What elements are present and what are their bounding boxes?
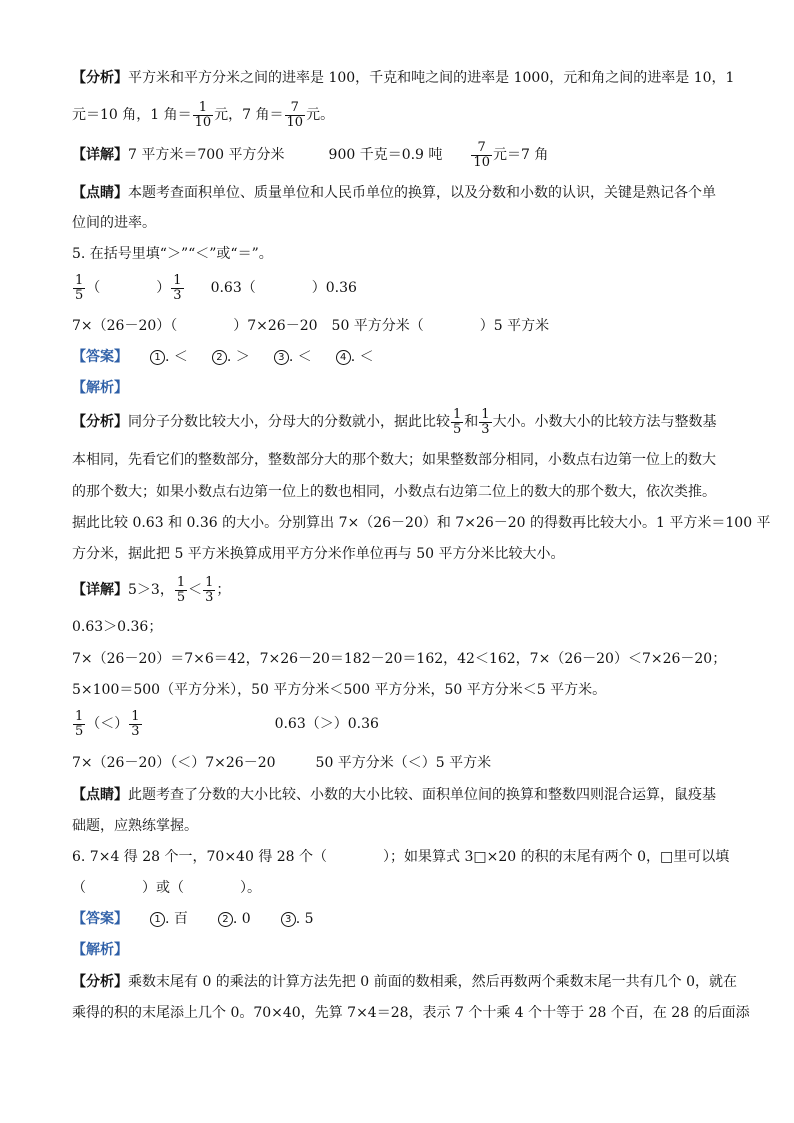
- fraction: $\frac{1}{10}$: [194, 99, 212, 130]
- jiexi-tag: 【解析】: [72, 942, 128, 958]
- answer-tag: 【答案】: [72, 349, 128, 365]
- q6-analysis-line-2: 乘得的积的末尾添上几个 0。70×40，先算 7×4＝28，表示 7 个十乘 4 个十等于 28 个百，在 28 的后面添: [72, 1005, 750, 1021]
- q4-analysis-text-2c: 元。: [306, 107, 335, 123]
- q4-analysis-line-1: [72, 68, 734, 88]
- q5-detail-line-2: 0.63＞0.36；: [72, 619, 163, 635]
- q6-answer-line: [72, 909, 314, 929]
- answer-item: 2 . 0: [218, 911, 251, 927]
- answer-item: 3 . ＜: [274, 349, 312, 365]
- q4-detail-part-3: 元＝7 角: [492, 147, 549, 163]
- comment-tag: 【点睛】: [72, 185, 128, 201]
- q5-comment-line-1: 【点睛】此题考查了分数的大小比较、小数的大小比较、面积单位间的换算和整数四则混合运算，鼠疫基: [72, 787, 716, 803]
- fraction: $\frac{1}{5}$: [176, 574, 186, 605]
- fraction: $\frac{1}{3}$: [481, 406, 490, 437]
- q5-comment-line-2: 础题，应熟练掌握。: [72, 818, 198, 834]
- analysis-tag: 【分析】: [72, 70, 128, 86]
- q5-row-1: [72, 270, 357, 306]
- q5-detail-line-4: 5×100＝500（平方分米），50 平方分米＜500 平方分米，50 平方分米＜5 平方米。: [72, 682, 607, 698]
- q4-analysis-text-2a: 元＝10 角，1 角＝: [72, 107, 192, 123]
- q4-analysis-text-2b: 元，7 角＝: [214, 107, 284, 123]
- q5-analysis-line-5: 方分米，据此把 5 平方米换算成用平方分米作单位再与 50 平方分米比较大小。: [72, 546, 565, 562]
- fraction: $\frac{1}{5}$: [75, 708, 84, 739]
- detail-tag: 【详解】: [72, 147, 128, 163]
- q5-blank-1: （ ）: [86, 280, 171, 296]
- q5-question: 5. 在括号里填“＞”“＜”或“＝”。: [72, 246, 273, 262]
- fraction: $\frac{1}{5}$: [453, 406, 462, 437]
- fraction: $\frac{1}{3}$: [173, 272, 182, 303]
- q5-detail-line-1: 【详解】5＞3， $\frac{1}{5}$ ＜ $\frac{1}{3}$ ；: [72, 574, 231, 605]
- fraction: $\frac{7}{10}$: [473, 139, 490, 170]
- q4-analysis-line-2: [72, 98, 334, 132]
- q4-analysis-text-1: 平方米和平方分米之间的进率是 100，千克和吨之间的进率是 1000，元和角之间的进率是 10，1: [128, 70, 735, 86]
- q4-detail-line: [72, 138, 548, 172]
- answer-item: 4 . ＜: [336, 349, 374, 365]
- analysis-tag: 【分析】: [72, 974, 128, 990]
- analysis-tag: 【分析】: [72, 414, 128, 430]
- q6-question-line-1: 6. 7×4 得 28 个一，70×40 得 28 个（ ）；如果算式 3□×20 的积的末尾有两个 0，□里可以填: [72, 849, 730, 865]
- fraction: $\frac{7}{10}$: [286, 99, 304, 130]
- answer-tag: 【答案】: [72, 911, 128, 927]
- q6-question-line-2: （ ）或（ ）。: [72, 880, 261, 896]
- detail-tag: 【详解】: [72, 582, 128, 598]
- q5-solution-line-1: $\frac{1}{5}$ （＜） $\frac{1}{3}$ 0.63（＞）0.36: [75, 708, 379, 739]
- q4-detail-part-1: 7 平方米＝700 平方分米: [128, 147, 285, 163]
- answer-item: 1 . ＜: [150, 349, 188, 365]
- q5-row-2: 7×（26－20）（ ）7×26－20 50 平方分米（ ）5 平方米: [72, 318, 550, 334]
- q5-analysis-line-1: 【分析】同分子分数比较大小，分母大的分数就小，据此比较 $\frac{1}{5}$ 和 $\frac{1}{3}$ 大小。小数大小的比较方法与整数基: [72, 406, 717, 437]
- answer-item: 1 . 百: [150, 911, 188, 927]
- q4-comment-text-1: 本题考查面积单位、质量单位和人民币单位的换算，以及分数和小数的认识，关键是熟记各个单: [128, 185, 716, 201]
- fraction: $\frac{1}{5}$: [75, 272, 84, 303]
- q5-analysis-line-2: 本相同，先看它们的整数部分，整数部分大的那个数大；如果整数部分相同，小数点右边第一位上的数大: [72, 452, 716, 468]
- q5-detail-line-3: 7×（26－20）＝7×6＝42，7×26－20＝182－20＝162，42＜162，7×（26－20）＜7×26－20；: [72, 651, 727, 667]
- q4-detail-part-2: 900 千克＝0.9 吨: [328, 147, 443, 163]
- fraction: $\frac{1}{3}$: [205, 574, 214, 605]
- q5-analysis-line-3: 的那个数大；如果小数点右边第一位上的数也相同，小数点右边第二位上的数大的那个数大，依次类推。: [72, 484, 716, 500]
- jiexi-tag: 【解析】: [72, 380, 128, 396]
- answer-item: 2 . ＞: [212, 349, 250, 365]
- comment-tag: 【点睛】: [72, 787, 128, 803]
- q6-analysis-line-1: 【分析】乘数末尾有 0 的乘法的计算方法先把 0 前面的数相乘，然后再数两个乘数末尾一共有几个 0，就在: [72, 974, 737, 990]
- q4-comment-line-1: [72, 183, 716, 203]
- q5-solution-line-2: 7×（26－20）（＜）7×26－20 50 平方分米（＜）5 平方米: [72, 755, 492, 771]
- q5-answer-line: [72, 347, 374, 367]
- answer-item: 3 . 5: [281, 911, 314, 927]
- fraction: $\frac{1}{3}$: [131, 708, 140, 739]
- q4-comment-line-2: 位间的进率。: [72, 215, 156, 231]
- q5-decimal-compare: 0.63（ ）0.36: [210, 280, 357, 296]
- q5-analysis-line-4: 据此比较 0.63 和 0.36 的大小。分别算出 7×（26－20）和 7×26－20 的得数再比较大小。1 平方米＝100 平: [72, 515, 771, 531]
